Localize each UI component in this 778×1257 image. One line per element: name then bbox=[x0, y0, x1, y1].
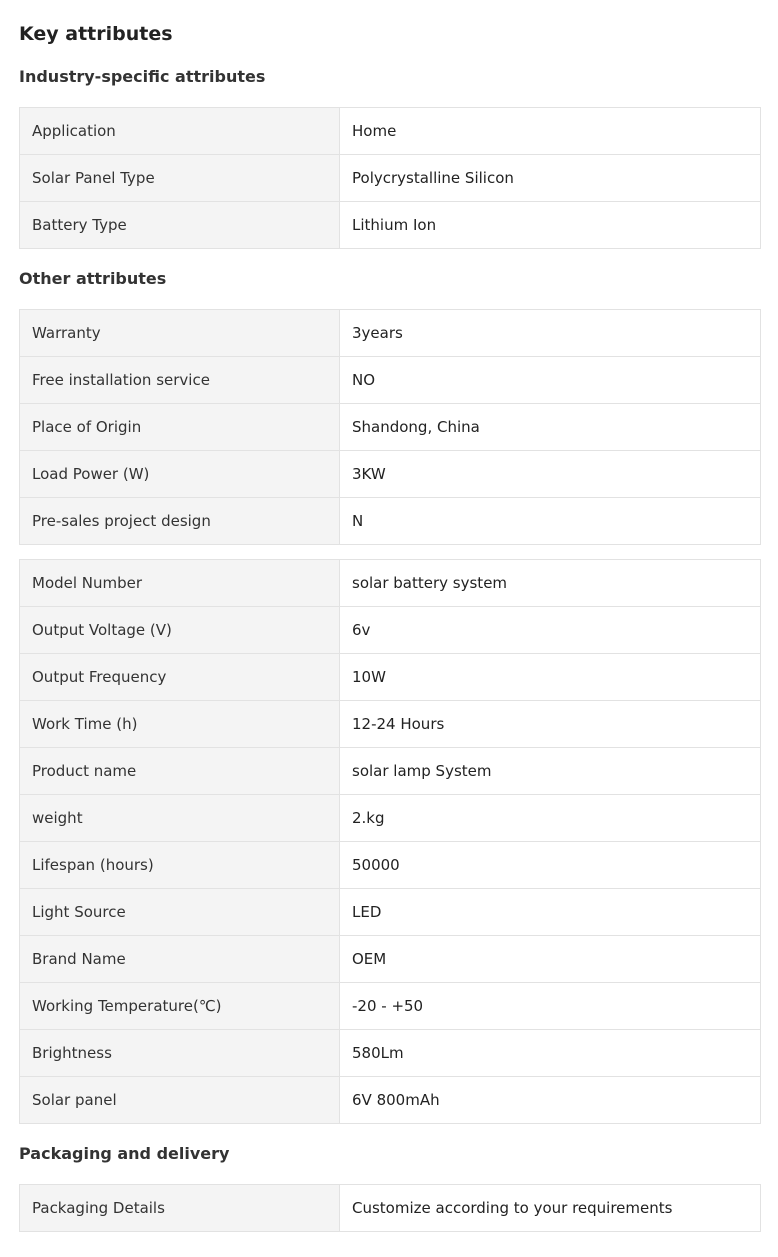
table-row bbox=[20, 936, 761, 983]
attribute-value: 6V 800mAh bbox=[340, 1077, 761, 1124]
attribute-value: N bbox=[340, 498, 761, 545]
attribute-name: weight bbox=[20, 795, 340, 842]
table-row bbox=[20, 607, 761, 654]
page-title: Key attributes bbox=[19, 23, 173, 45]
attribute-value: solar battery system bbox=[340, 560, 761, 607]
attribute-name: Brightness bbox=[20, 1030, 340, 1077]
attribute-name: Model Number bbox=[20, 560, 340, 607]
attribute-name: Light Source bbox=[20, 889, 340, 936]
other-attributes-table-continued bbox=[19, 559, 761, 1124]
attribute-value: NO bbox=[340, 357, 761, 404]
table-row bbox=[20, 404, 761, 451]
attribute-name: Output Frequency bbox=[20, 654, 340, 701]
section-title-industry-specific: Industry-specific attributes bbox=[19, 67, 266, 86]
table-row bbox=[20, 842, 761, 889]
attribute-name: Brand Name bbox=[20, 936, 340, 983]
attribute-name: Application bbox=[20, 108, 340, 155]
table-row bbox=[20, 983, 761, 1030]
table-row bbox=[20, 654, 761, 701]
attribute-value: 10W bbox=[340, 654, 761, 701]
section-title-packaging-delivery: Packaging and delivery bbox=[19, 1144, 230, 1163]
table-row bbox=[20, 357, 761, 404]
table-row bbox=[20, 560, 761, 607]
table-row bbox=[20, 701, 761, 748]
attribute-value: LED bbox=[340, 889, 761, 936]
table-row bbox=[20, 155, 761, 202]
attribute-value: Shandong, China bbox=[340, 404, 761, 451]
attribute-value: 3KW bbox=[340, 451, 761, 498]
other-attributes-table bbox=[19, 309, 761, 545]
industry-specific-attributes-table bbox=[19, 107, 761, 249]
attribute-name: Product name bbox=[20, 748, 340, 795]
attribute-value: 12-24 Hours bbox=[340, 701, 761, 748]
attribute-value: Customize according to your requirements bbox=[340, 1185, 761, 1232]
attribute-value: 580Lm bbox=[340, 1030, 761, 1077]
attribute-value: Polycrystalline Silicon bbox=[340, 155, 761, 202]
attribute-value: Lithium Ion bbox=[340, 202, 761, 249]
table-row bbox=[20, 1077, 761, 1124]
attribute-value: 50000 bbox=[340, 842, 761, 889]
table-row bbox=[20, 795, 761, 842]
attribute-name: Working Temperature(℃) bbox=[20, 983, 340, 1030]
table-row bbox=[20, 108, 761, 155]
table-row bbox=[20, 889, 761, 936]
attribute-value: 2.kg bbox=[340, 795, 761, 842]
table-row bbox=[20, 1030, 761, 1077]
attribute-name: Lifespan (hours) bbox=[20, 842, 340, 889]
table-row bbox=[20, 498, 761, 545]
attribute-name: Solar panel bbox=[20, 1077, 340, 1124]
attribute-name: Load Power (W) bbox=[20, 451, 340, 498]
section-title-other-attributes: Other attributes bbox=[19, 269, 167, 288]
attribute-value: solar lamp System bbox=[340, 748, 761, 795]
attribute-value: 6v bbox=[340, 607, 761, 654]
table-row bbox=[20, 748, 761, 795]
attribute-name: Solar Panel Type bbox=[20, 155, 340, 202]
table-row bbox=[20, 1185, 761, 1232]
attribute-name: Battery Type bbox=[20, 202, 340, 249]
attribute-name: Place of Origin bbox=[20, 404, 340, 451]
attribute-name: Pre-sales project design bbox=[20, 498, 340, 545]
attribute-name: Output Voltage (V) bbox=[20, 607, 340, 654]
attribute-value: 3years bbox=[340, 310, 761, 357]
attribute-value: -20 - +50 bbox=[340, 983, 761, 1030]
attribute-name: Warranty bbox=[20, 310, 340, 357]
table-row bbox=[20, 310, 761, 357]
packaging-delivery-table bbox=[19, 1184, 761, 1232]
attribute-name: Packaging Details bbox=[20, 1185, 340, 1232]
table-row bbox=[20, 202, 761, 249]
attribute-name: Free installation service bbox=[20, 357, 340, 404]
attribute-name: Work Time (h) bbox=[20, 701, 340, 748]
attribute-value: Home bbox=[340, 108, 761, 155]
attribute-value: OEM bbox=[340, 936, 761, 983]
table-row bbox=[20, 451, 761, 498]
